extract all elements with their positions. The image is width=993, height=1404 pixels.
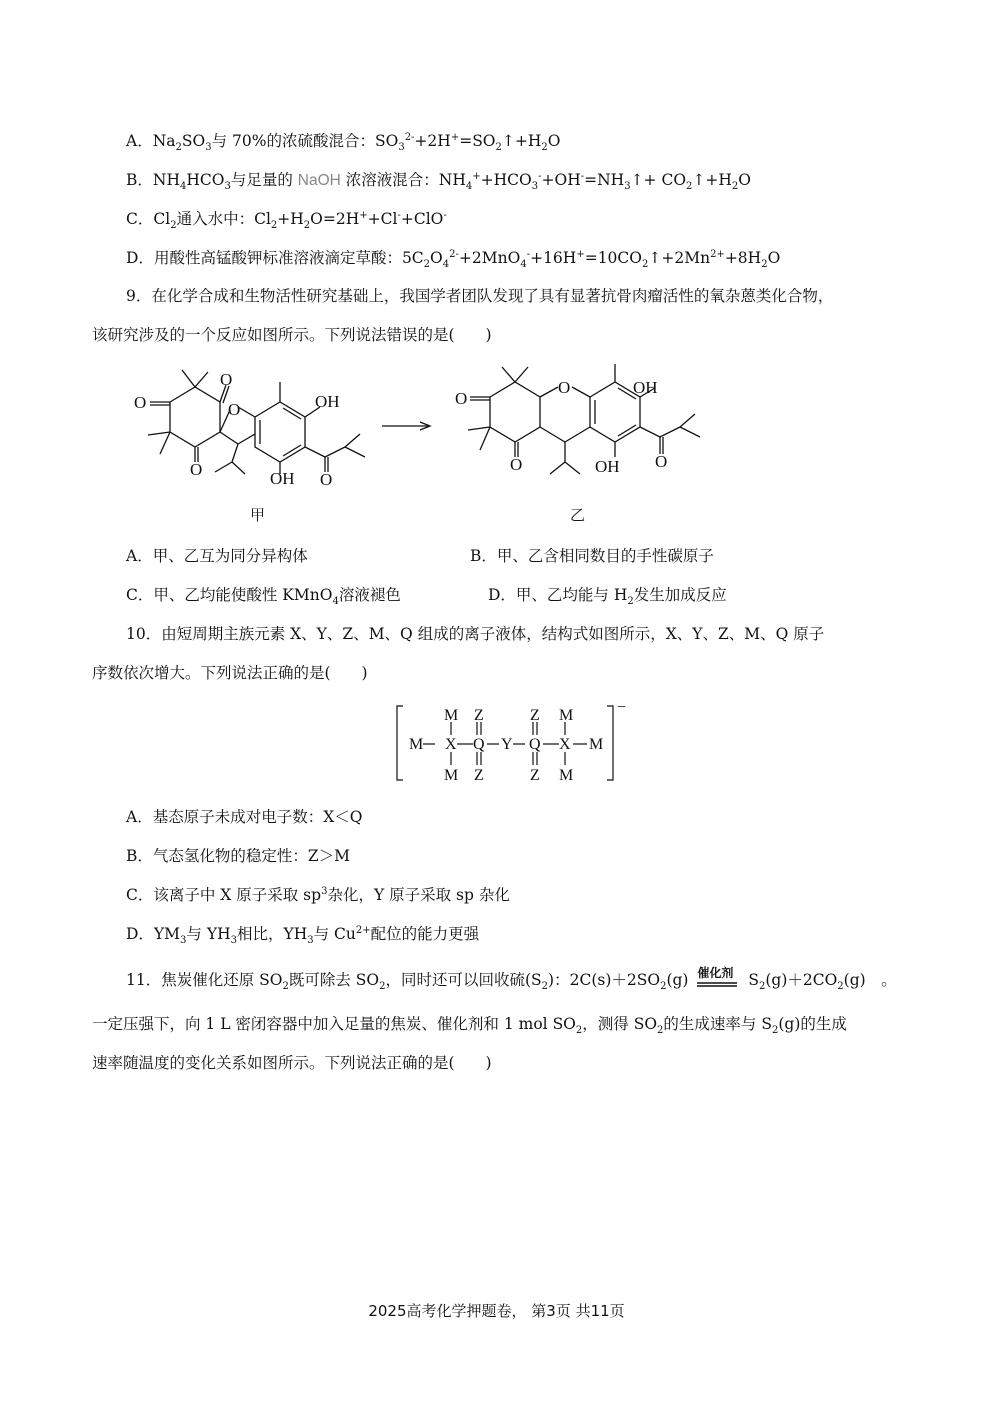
atom-label: O [220, 370, 233, 389]
atom-x: X [445, 736, 457, 753]
q8-option-c: C．$Cl_2$通入水中：$Cl_2+H_2O=2H^++Cl^-+ClO^-$ [126, 209, 447, 232]
q10-stem-line1: 10．由短周期主族元素 X、Y、Z、M、Q 组成的离子液体，结构式如图所示，X、Y、Z、M、Q 原子 [126, 625, 825, 643]
atom-label: OH [315, 392, 340, 411]
atom-label: OH [595, 457, 620, 476]
atom-y: Y [501, 736, 513, 753]
atom-z: Z [474, 707, 484, 724]
atom-m: M [444, 767, 459, 784]
q11-stem-line2: 一定压强下，向 1 L 密闭容器中加入足量的焦炭、催化剂和 1 mol $SO_2$，测得 $SO_2$的生成速率与 $S_2(g)$的生成 [92, 1015, 847, 1037]
atom-q: Q [529, 736, 541, 753]
ion-charge: − [617, 700, 627, 716]
q9-stem-line2: 该研究涉及的一个反应如图所示。下列说法错误的是( ) [92, 326, 492, 344]
atom-z: Z [530, 707, 540, 724]
atom-label: OH [270, 469, 295, 488]
q8-option-a: A．$Na_2SO_3$与 70%的浓硫酸混合：$SO_3^{2-}+2H^+=SO_2↑+H_2O$ [126, 131, 561, 154]
atom-label: O [134, 393, 147, 412]
q9-option-b: B．甲、乙含相同数目的手性碳原子 [470, 547, 714, 565]
reaction-arrow [693, 966, 743, 991]
q10-option-d: D．$YM_3$与 $YH_3$相比，$YH_3$与 $Cu^{2+}$配位的能力更强 [126, 924, 480, 947]
q9-option-d: D．甲、乙均能与 $H_2$发生加成反应 [488, 586, 727, 608]
atom-m: M [559, 707, 574, 724]
catalyst-label: 催化剂 [697, 966, 734, 980]
q10-option-b: B．气态氢化物的稳定性：Z＞M [126, 847, 351, 865]
q9-stem-line1: 9．在化学合成和生物活性研究基础上，我国学者团队发现了具有显著抗骨肉瘤活性的氧杂蒽类化合物， [126, 287, 834, 305]
q11-stem-line1: 11．焦炭催化还原 $SO_2$既可除去 $SO_2$，同时还可以回收硫$(S_2)$：$2C(s)+2SO_2(g)$ 催化剂 $S_2(g)+2CO_2(g)$ 。 [126, 970, 897, 991]
q9-reaction-diagram [120, 362, 720, 532]
atom-label: O [190, 460, 203, 479]
molecule-label-yi: 乙 [570, 506, 586, 524]
atom-label: O [510, 455, 523, 474]
q10-option-a: A．基态原子未成对电子数：X＜Q [126, 808, 363, 826]
atom-label: O [320, 470, 333, 489]
atom-q: Q [473, 736, 485, 753]
atom-label: OH [633, 378, 658, 397]
page-footer: 2025高考化学押题卷， 第3页 共11页 [368, 1302, 625, 1320]
q10-option-c: C．该离子中 X 原子采取 $sp^3$杂化，Y 原子采取 sp 杂化 [126, 885, 510, 904]
q9-option-a: A．甲、乙互为同分异构体 [126, 547, 308, 565]
atom-label: O [655, 452, 668, 471]
q9-option-c: C．甲、乙均能使酸性 KMnO$_4$溶液褪色 [126, 586, 401, 608]
q11-stem-line3: 速率随温度的变化关系如图所示。下列说法正确的是( ) [92, 1054, 492, 1072]
atom-label: O [228, 400, 241, 419]
q8-option-b: B．$NH_4HCO_3$与足量的 NaOH 浓溶液混合：$NH_4^++HCO_3^-+OH^-=NH_3↑+$ $CO_2↑+H_2O$ [126, 170, 751, 193]
atom-m: M [444, 707, 459, 724]
q10-ion-structure [395, 700, 635, 788]
atom-z: Z [530, 767, 540, 784]
molecule-label-jia: 甲 [250, 506, 266, 524]
atom-label: O [455, 389, 468, 408]
q8-option-d: D．用酸性高锰酸钾标准溶液滴定草酸：$5C_2O_4^{2-}+2MnO_4^-+16H^+=10CO_2↑+2Mn^{2+}+8H_2O$ [126, 248, 781, 271]
equilibrium-arrow-icon [693, 971, 743, 991]
atom-x: X [559, 736, 571, 753]
atom-z: Z [474, 767, 484, 784]
atom-m: M [589, 736, 604, 753]
atom-m: M [409, 736, 424, 753]
atom-m: M [559, 767, 574, 784]
atom-label: O [558, 378, 571, 397]
q10-stem-line2: 序数依次增大。下列说法正确的是( ) [92, 664, 368, 682]
